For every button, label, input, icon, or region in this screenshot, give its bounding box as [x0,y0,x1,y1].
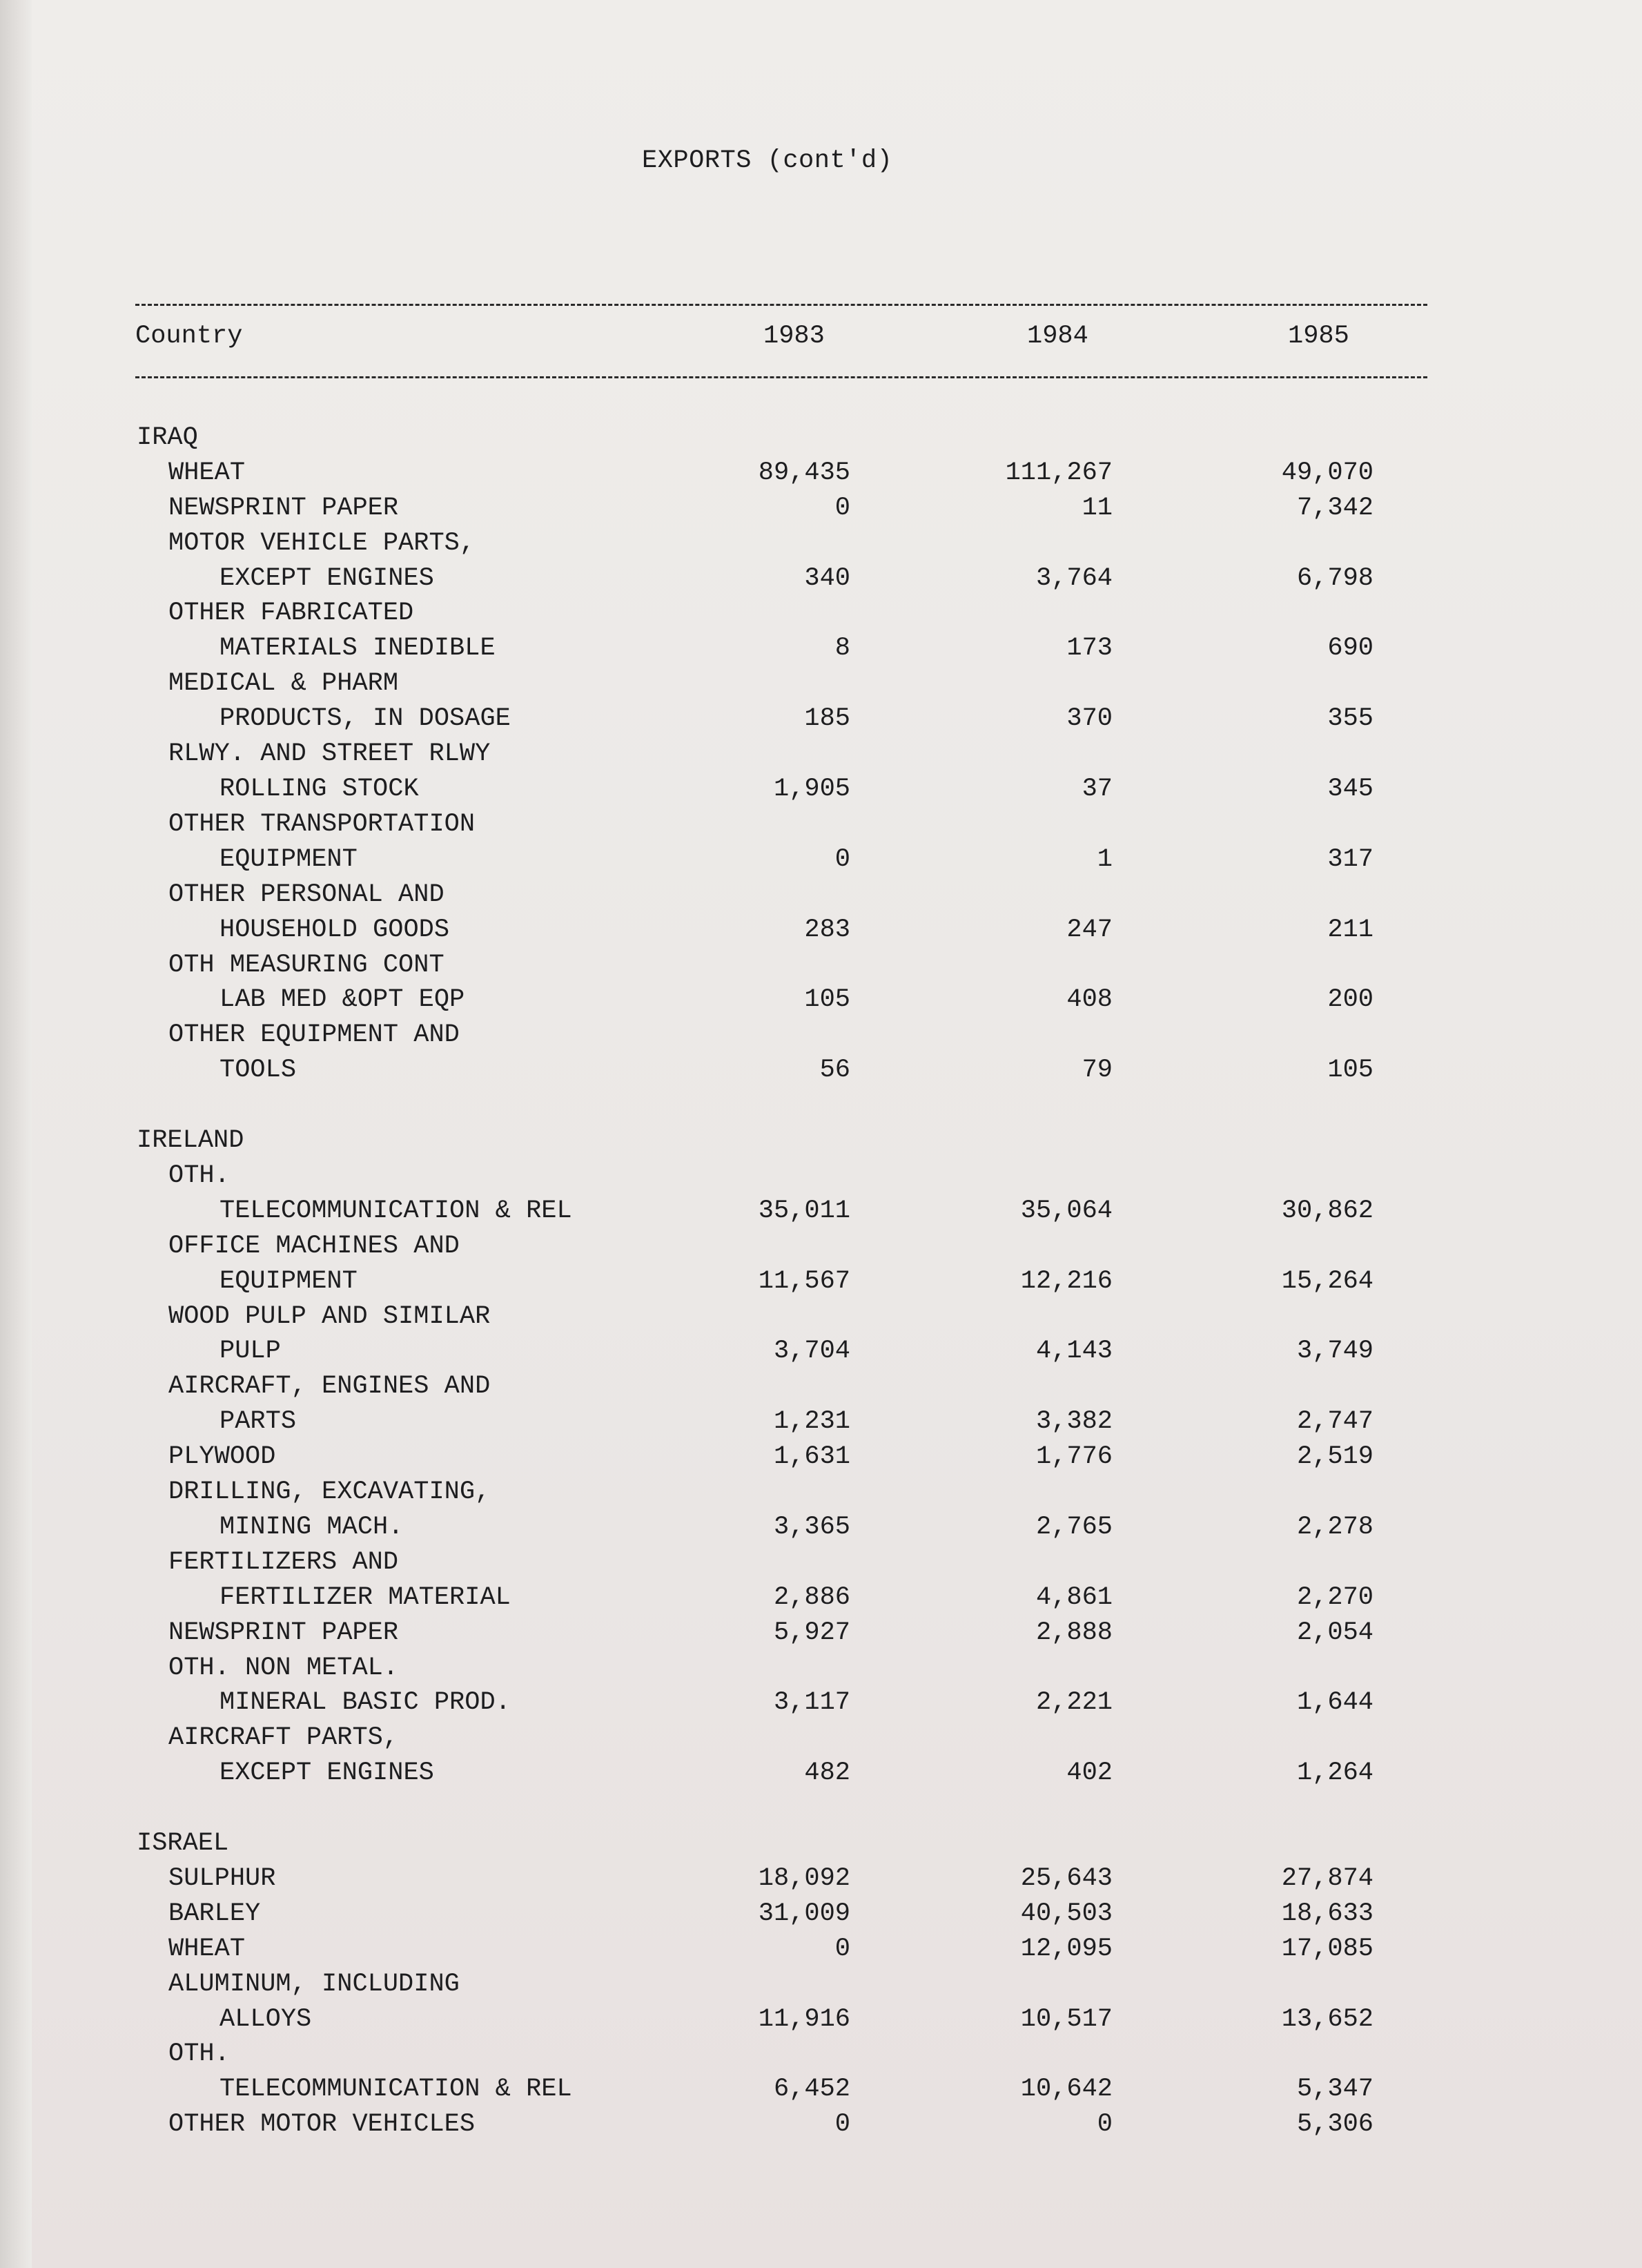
value-1985: 18,633 [1281,1899,1374,1928]
value-1984: 402 [1066,1758,1113,1787]
value-1985: 15,264 [1281,1267,1374,1296]
commodity-label: EXCEPT ENGINES [219,564,434,593]
value-1983: 35,011 [758,1196,850,1225]
header-1984: 1984 [1027,322,1088,351]
commodity-label: NEWSPRINT PAPER [168,494,399,523]
commodity-label: ALUMINUM, INCLUDING [168,1970,460,1999]
value-1983: 3,365 [773,1513,850,1542]
value-1984: 10,517 [1020,2005,1113,2034]
value-1985: 13,652 [1281,2005,1374,2034]
value-1983: 185 [804,704,850,733]
value-1984: 370 [1066,704,1113,733]
value-1985: 2,054 [1296,1618,1374,1647]
value-1985: 1,264 [1296,1758,1374,1787]
page-title: EXPORTS (cont'd) [642,146,893,175]
value-1984: 35,064 [1020,1196,1113,1225]
value-1984: 0 [1097,2110,1113,2139]
value-1983: 283 [804,915,850,944]
value-1983: 18,092 [758,1864,850,1893]
value-1984: 37 [1082,775,1113,804]
commodity-label: HOUSEHOLD GOODS [219,915,450,944]
commodity-label: MEDICAL & PHARM [168,669,399,698]
value-1983: 5,927 [773,1618,850,1647]
value-1985: 30,862 [1281,1196,1374,1225]
commodity-label: OTH. [168,1161,230,1190]
commodity-label: BARLEY [168,1899,261,1928]
value-1984: 12,216 [1020,1267,1113,1296]
value-1985: 7,342 [1296,494,1374,523]
commodity-label: MINING MACH. [219,1513,404,1542]
value-1983: 1,631 [773,1442,850,1471]
value-1985: 317 [1327,845,1374,874]
value-1983: 31,009 [758,1899,850,1928]
commodity-label: OTHER MOTOR VEHICLES [168,2110,476,2139]
value-1984: 25,643 [1020,1864,1113,1893]
value-1985: 105 [1327,1056,1374,1085]
value-1985: 5,306 [1296,2110,1374,2139]
commodity-label: AIRCRAFT, ENGINES AND [168,1372,491,1401]
commodity-label: ALLOYS [219,2005,312,2034]
commodity-label: FERTILIZER MATERIAL [219,1583,511,1612]
value-1984: 408 [1066,985,1113,1014]
country-name: IRAQ [137,423,198,452]
commodity-label: PLYWOOD [168,1442,276,1471]
country-name: ISRAEL [137,1829,229,1858]
commodity-label: MINERAL BASIC PROD. [219,1688,511,1717]
value-1983: 0 [834,1935,850,1964]
value-1984: 10,642 [1020,2075,1113,2104]
value-1984: 1 [1097,845,1113,874]
commodity-label: WHEAT [168,1935,246,1964]
header-top-rule [135,304,1427,306]
value-1985: 200 [1327,985,1374,1014]
value-1984: 4,861 [1035,1583,1113,1612]
value-1984: 2,888 [1035,1618,1113,1647]
value-1985: 5,347 [1296,2075,1374,2104]
value-1984: 3,764 [1035,564,1113,593]
country-name: IRELAND [137,1126,244,1155]
value-1983: 105 [804,985,850,1014]
value-1983: 0 [834,494,850,523]
page-binding-edge [0,0,32,2268]
value-1983: 3,704 [773,1337,850,1366]
header-1985: 1985 [1288,322,1349,351]
value-1983: 6,452 [773,2075,850,2104]
value-1985: 49,070 [1281,458,1374,487]
value-1983: 482 [804,1758,850,1787]
commodity-label: AIRCRAFT PARTS, [168,1723,399,1752]
commodity-label: OTH. NON METAL. [168,1654,399,1683]
commodity-label: MATERIALS INEDIBLE [219,634,496,663]
commodity-label: LAB MED &OPT EQP [219,985,465,1014]
commodity-label: TELECOMMUNICATION & REL [219,2075,572,2104]
value-1985: 355 [1327,704,1374,733]
commodity-label: OFFICE MACHINES AND [168,1232,460,1261]
header-country: Country [135,322,243,351]
commodity-label: OTHER FABRICATED [168,599,414,628]
value-1984: 2,765 [1035,1513,1113,1542]
commodity-label: EXCEPT ENGINES [219,1758,434,1787]
value-1984: 12,095 [1020,1935,1113,1964]
commodity-label: WHEAT [168,458,246,487]
value-1984: 2,221 [1035,1688,1113,1717]
value-1985: 17,085 [1281,1935,1374,1964]
value-1983: 1,905 [773,775,850,804]
commodity-label: TOOLS [219,1056,297,1085]
commodity-label: OTHER TRANSPORTATION [168,810,476,839]
value-1983: 11,567 [758,1267,850,1296]
commodity-label: OTH. [168,2039,230,2068]
commodity-label: DRILLING, EXCAVATING, [168,1477,491,1506]
value-1985: 2,747 [1296,1407,1374,1436]
value-1983: 8 [834,634,850,663]
value-1985: 1,644 [1296,1688,1374,1717]
value-1985: 2,519 [1296,1442,1374,1471]
commodity-label: OTHER PERSONAL AND [168,880,444,909]
commodity-label: NEWSPRINT PAPER [168,1618,399,1647]
value-1983: 11,916 [758,2005,850,2034]
commodity-label: WOOD PULP AND SIMILAR [168,1302,491,1331]
value-1984: 1,776 [1035,1442,1113,1471]
value-1985: 2,278 [1296,1513,1374,1542]
value-1984: 11 [1082,494,1113,523]
value-1985: 211 [1327,915,1374,944]
value-1985: 345 [1327,775,1374,804]
commodity-label: PRODUCTS, IN DOSAGE [219,704,511,733]
value-1983: 1,231 [773,1407,850,1436]
value-1984: 3,382 [1035,1407,1113,1436]
commodity-label: PULP [219,1337,281,1366]
commodity-label: SULPHUR [168,1864,276,1893]
header-bottom-rule [135,376,1427,378]
value-1985: 2,270 [1296,1583,1374,1612]
commodity-label: OTH MEASURING CONT [168,951,444,980]
value-1984: 40,503 [1020,1899,1113,1928]
value-1985: 690 [1327,634,1374,663]
commodity-label: MOTOR VEHICLE PARTS, [168,529,476,558]
value-1983: 0 [834,2110,850,2139]
value-1985: 27,874 [1281,1864,1374,1893]
value-1983: 89,435 [758,458,850,487]
commodity-label: FERTILIZERS AND [168,1548,399,1577]
value-1984: 111,267 [1005,458,1113,487]
commodity-label: PARTS [219,1407,297,1436]
commodity-label: ROLLING STOCK [219,775,419,804]
value-1984: 247 [1066,915,1113,944]
value-1984: 79 [1082,1056,1113,1085]
value-1984: 4,143 [1035,1337,1113,1366]
commodity-label: EQUIPMENT [219,1267,358,1296]
header-1983: 1983 [763,322,825,351]
value-1983: 340 [804,564,850,593]
value-1983: 0 [834,845,850,874]
value-1985: 3,749 [1296,1337,1374,1366]
commodity-label: EQUIPMENT [219,845,358,874]
value-1984: 173 [1066,634,1113,663]
commodity-label: OTHER EQUIPMENT AND [168,1020,460,1049]
commodity-label: RLWY. AND STREET RLWY [168,739,491,768]
value-1983: 56 [819,1056,850,1085]
value-1985: 6,798 [1296,564,1374,593]
value-1983: 2,886 [773,1583,850,1612]
commodity-label: TELECOMMUNICATION & REL [219,1196,572,1225]
value-1983: 3,117 [773,1688,850,1717]
